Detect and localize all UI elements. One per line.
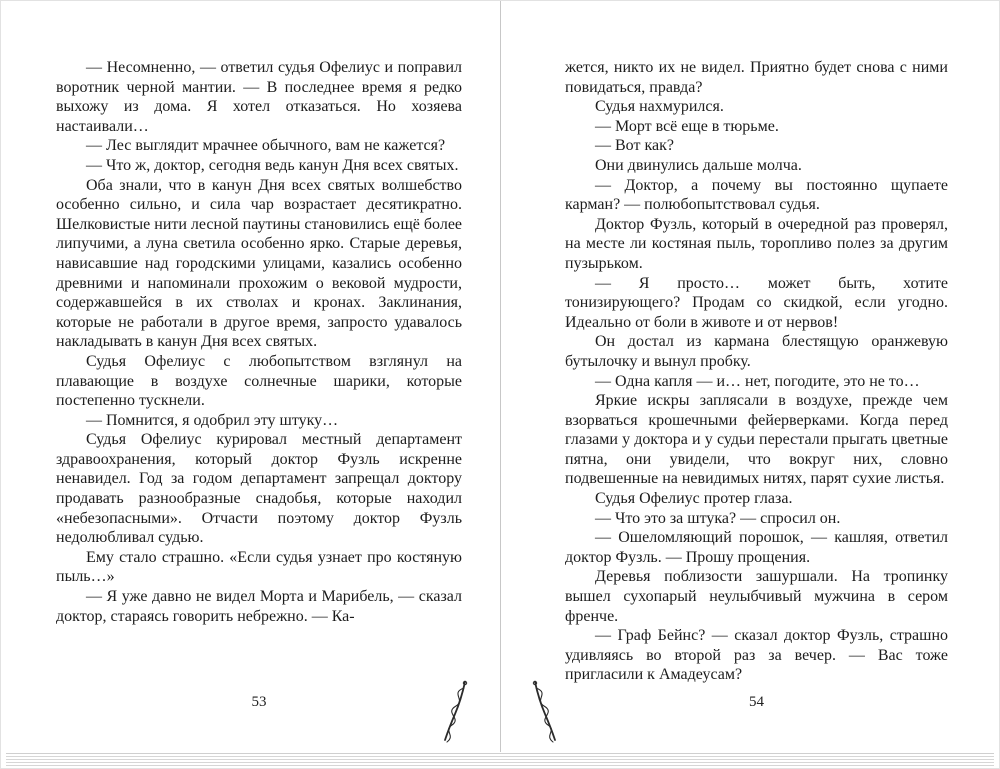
paragraph: Доктор Фузль, который в очередной раз проверял, на месте ли костяная пыль, торопливо полез за другим пузырьком. [565,215,948,272]
paragraph: — Граф Бейнс? — сказал доктор Фузль, страшно удивляясь во второй раз за вечер. — Вас тоже пригласили к Амадеусам? [565,627,948,684]
page-number-right: 54 [749,694,764,710]
paragraph: Они двинулись дальше молча. [595,156,802,174]
page-gutter-divider [500,1,501,752]
paragraph: Деревья поблизости зашуршали. На тропинку вышел сухопарый неулыбчивый мужчина в сером френче. [565,568,948,625]
paragraph: жется, никто их не видел. Приятно будет снова с ними повидаться, правда? [565,59,948,96]
paragraph: Судья Офелиус с любопытством взглянул на плавающие в воздухе солнечные шарики, которые постепенно тускнели. [56,352,462,410]
needle-thread-ornament-icon [434,678,478,746]
paragraph: — Несомненно, — ответил судья Офелиус и поправил воротник черной мантии. — В последнее время я редко выхожу из дома. Я хотел отказаться. Но хозяева настаивали… [56,59,462,135]
paragraph: — Одна капля — и… нет, погодите, это не то… [595,372,920,390]
page-left [1,1,501,752]
paragraph: — Доктор, а почему вы постоянно щупаете карман? — полюбопытствовал судья. [565,176,948,214]
paragraph: Судья Офелиус курировал местный департамент здравоохранения, который доктор Фузль искренне ненавидел. Год за годом департамент запрещал доктору продавать разнообразные снадобья, которые находил «небезопасными». Отчасти поэтому доктор Фузль недолюбливал судью. [56,431,462,547]
paragraph: Судья нахмурился. [595,98,724,116]
paragraph: — Что ж, доктор, сегодня ведь канун Дня всех святых. [86,156,459,174]
paragraph: Судья Офелиус протер глаза. [595,490,793,508]
needle-thread-ornament-icon [522,678,566,746]
page-right-text-block [565,58,948,685]
paragraph: Оба знали, что в канун Дня всех святых волшебство особенно сильно, и сила чар возрастает десятикратно. Шелковистые нити лесной паутины становились ещё более липучими, а луна светила особенно ярко. Старые деревья, нависавшие над городскими улицами, казались особенно древними и напоминали прохожим о вековой мудрости, содержавшейся в их стволах и кронах. Заклинания, которые не работали в другое время, запросто удавалось накладывать в канун Дня всех святых. [56,176,463,351]
paragraph: — Я просто… может быть, хотите тонизирующего? Продам со скидкой, если угодно. Идеально от боли в животе и от нервов! [565,274,948,331]
paragraph: — Лес выглядит мрачнее обычного, вам не кажется? [86,137,446,155]
page-right [501,1,1000,752]
paragraph: — Ошеломляющий порошок, — кашляя, ответил доктор Фузль. — Прошу прощения. [565,529,948,566]
paragraph: — Помнится, я одобрил эту штуку… [86,411,339,429]
book-page-edges [6,753,994,768]
paragraph: Он достал из кармана блестящую оранжевую бутылочку и вынул пробку. [565,333,948,370]
paragraph: Яркие искры заплясали в воздухе, прежде чем взорваться крошечными фейерверками. Когда перед глазами у доктора и у судьи перестали прыгать цветные пятна, они увидели, что вокруг них, словно подвешенные на невидимых нитях, парят сухие листья. [565,392,948,488]
paragraph: — Что это за штука? — спросил он. [595,509,841,527]
page-number-left: 53 [251,694,267,710]
paragraph: Ему стало страшно. «Если судья узнает про костяную пыль…» [56,548,462,586]
page-left-text-block [56,58,462,626]
paragraph: — Морт всё еще в тюрьме. [595,117,779,135]
paragraph: — Я уже давно не видел Морта и Марибель, — сказал доктор, стараясь говорить небрежно. — Ка- [56,588,462,625]
paragraph: — Вот как? [595,137,674,155]
